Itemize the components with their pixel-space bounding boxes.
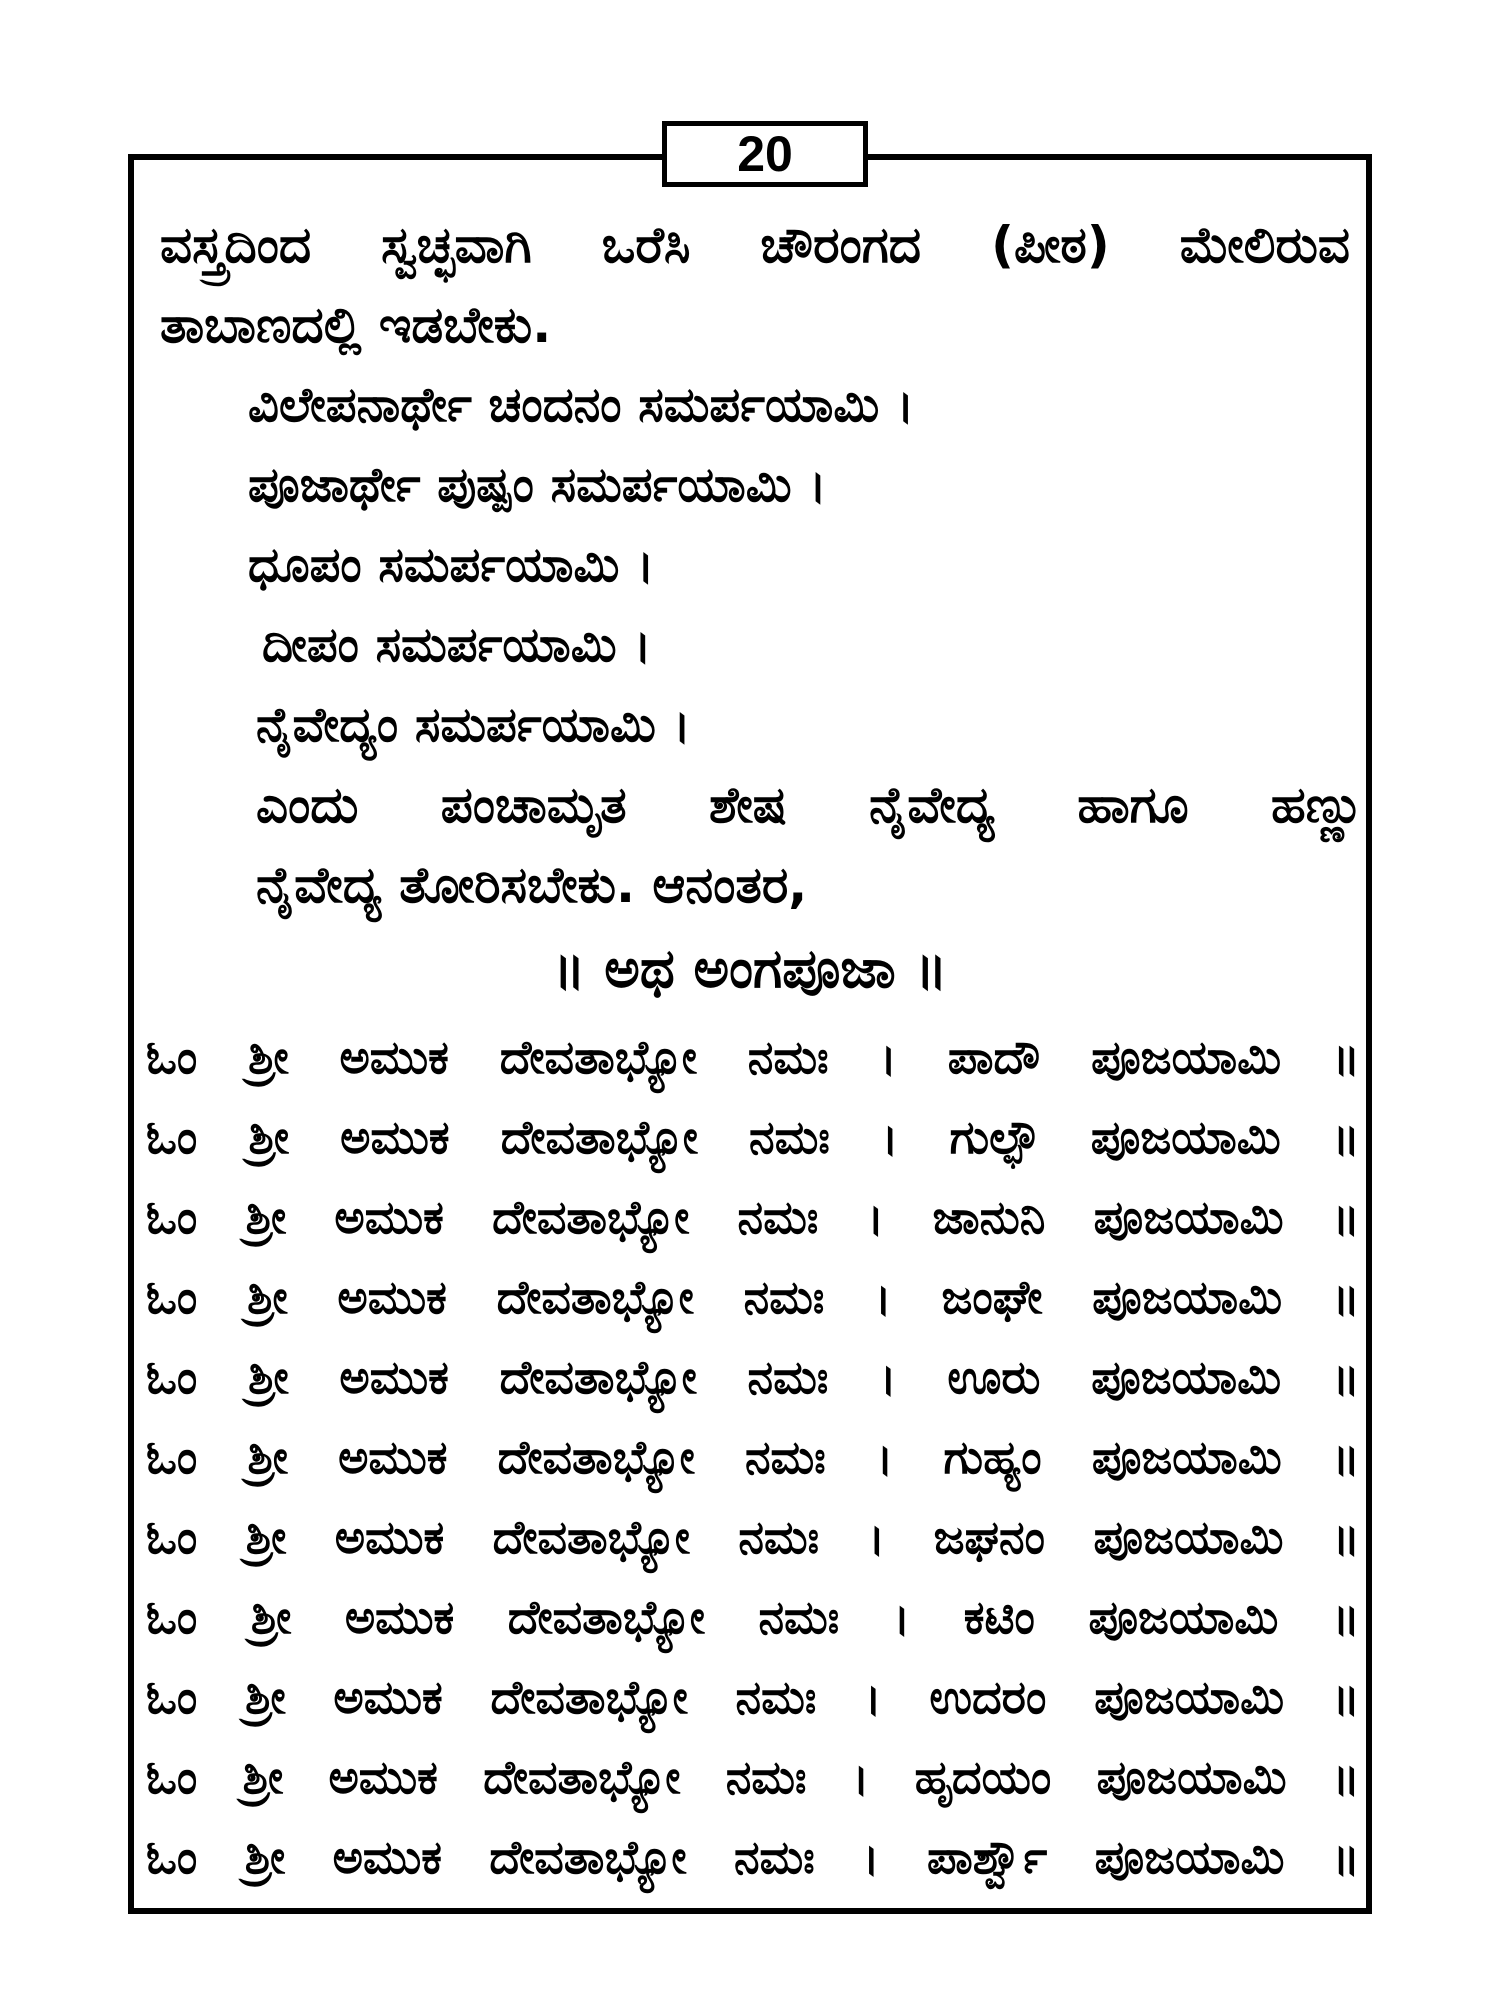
anga-puja-line-7: ಓಂ ಶ್ರೀ ಅಮುಕ ದೇವತಾಭ್ಯೋ ನಮಃ । ಜಘನಂ ಪೂಜಯಾಮಿ ॥ [146, 1510, 1360, 1564]
mantra-line-5: ನೈವೇದ್ಯಂ ಸಮರ್ಪಯಾಮಿ । [256, 697, 691, 753]
anga-puja-line-3: ಓಂ ಶ್ರೀ ಅಮುಕ ದೇವತಾಭ್ಯೋ ನಮಃ । ಜಾನುನಿ ಪೂಜಯಾಮಿ ॥ [146, 1190, 1360, 1244]
mantra-line-2: ಪೂಜಾರ್ಥೇ ಪುಷ್ಪಂ ಸಮರ್ಪಯಾಮಿ । [248, 457, 827, 513]
anga-puja-line-11: ಓಂ ಶ್ರೀ ಅಮುಕ ದೇವತಾಭ್ಯೋ ನಮಃ । ಪಾರ್ಶ್ವೌ ಪೂಜಯಾಮಿ ॥ [146, 1830, 1360, 1884]
anga-puja-line-2: ಓಂ ಶ್ರೀ ಅಮುಕ ದೇವತಾಭ್ಯೋ ನಮಃ । ಗುಲ್ಫೌ ಪೂಜಯಾಮಿ ॥ [146, 1110, 1360, 1164]
mantra-line-3: ಧೂಪಂ ಸಮರ್ಪಯಾಮಿ । [248, 537, 655, 593]
page-number: 20 [662, 121, 868, 187]
intro-line-1: ವಸ್ತ್ರದಿಂದ ಸ್ವಚ್ಛವಾಗಿ ಒರೆಸಿ ಚೌರಂಗದ (ಪೀಠ) ಮೇಲಿರುವ [160, 216, 1350, 274]
anga-puja-line-4: ಓಂ ಶ್ರೀ ಅಮುಕ ದೇವತಾಭ್ಯೋ ನಮಃ । ಜಂಘೇ ಪೂಜಯಾಮಿ ॥ [146, 1270, 1360, 1324]
intro-line-2: ತಾಬಾಣದಲ್ಲಿ ಇಡಬೇಕು. [160, 296, 552, 354]
anga-puja-line-10: ಓಂ ಶ್ರೀ ಅಮುಕ ದೇವತಾಭ್ಯೋ ನಮಃ । ಹೃದಯಂ ಪೂಜಯಾಮಿ ॥ [146, 1750, 1360, 1804]
mantra-line-4: ದೀಪಂ ಸಮರ್ಪಯಾಮಿ । [262, 617, 652, 673]
anga-puja-line-5: ಓಂ ಶ್ರೀ ಅಮುಕ ದೇವತಾಭ್ಯೋ ನಮಃ । ಊರು ಪೂಜಯಾಮಿ ॥ [146, 1350, 1360, 1404]
closing-line-1: ಎಂದು ಪಂಚಾಮೃತ ಶೇಷ ನೈವೇದ್ಯ ಹಾಗೂ ಹಣ್ಣು [256, 776, 1364, 834]
mantra-line-1: ವಿಲೇಪನಾರ್ಥೇ ಚಂದನಂ ಸಮರ್ಪಯಾಮಿ । [248, 377, 915, 433]
anga-puja-line-9: ಓಂ ಶ್ರೀ ಅಮುಕ ದೇವತಾಭ್ಯೋ ನಮಃ । ಉದರಂ ಪೂಜಯಾಮಿ ॥ [146, 1670, 1360, 1724]
anga-puja-line-8: ಓಂ ಶ್ರೀ ಅಮುಕ ದೇವತಾಭ್ಯೋ ನಮಃ । ಕಟಿಂ ಪೂಜಯಾಮಿ ॥ [146, 1590, 1360, 1644]
anga-puja-line-6: ಓಂ ಶ್ರೀ ಅಮುಕ ದೇವತಾಭ್ಯೋ ನಮಃ । ಗುಹ್ಯಂ ಪೂಜಯಾಮಿ ॥ [146, 1430, 1360, 1484]
anga-puja-line-1: ಓಂ ಶ್ರೀ ಅಮುಕ ದೇವತಾಭ್ಯೋ ನಮಃ । ಪಾದೌ ಪೂಜಯಾಮಿ ॥ [146, 1030, 1360, 1084]
section-heading: ॥ ಅಥ ಅಂಗಪೂಜಾ ॥ [552, 937, 948, 1000]
closing-line-2: ನೈವೇದ್ಯ ತೋರಿಸಬೇಕು. ಆನಂತರ, [256, 856, 808, 914]
